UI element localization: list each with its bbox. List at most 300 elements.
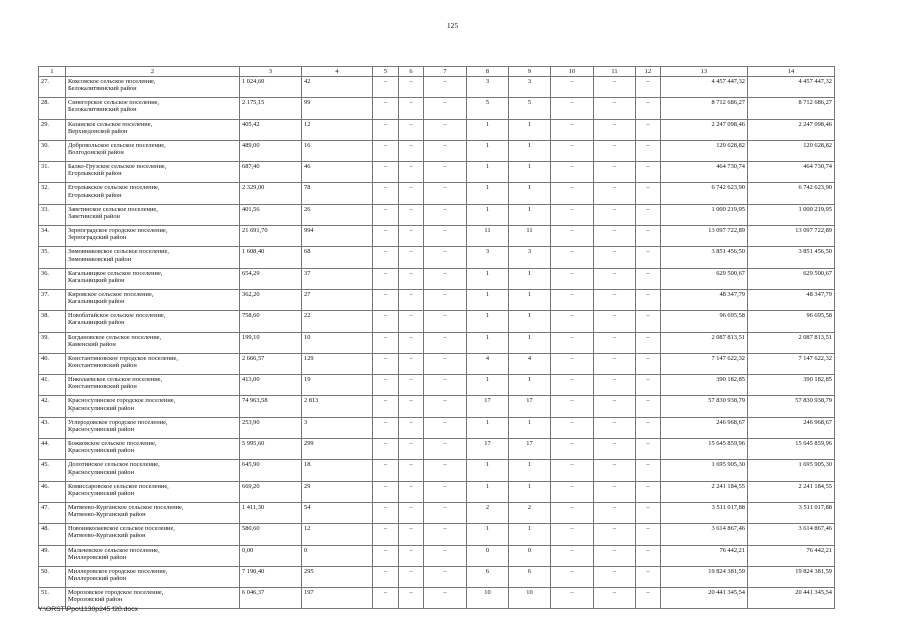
- value-cell: 1: [509, 375, 551, 396]
- cost-value: 390 182,85: [748, 375, 835, 396]
- value-cell: –: [636, 140, 661, 161]
- value-cell: –: [551, 460, 594, 481]
- settlement-line: Мальчевское сельское поселение,: [68, 546, 160, 554]
- value-cell: –: [424, 268, 467, 289]
- table-row: [39, 226, 835, 247]
- value-cell: 1: [509, 460, 551, 481]
- area-value: 687,40: [240, 162, 302, 183]
- value-cell: –: [373, 375, 399, 396]
- cost-value: 629 500,67: [748, 268, 835, 289]
- settlement-name: [66, 247, 240, 268]
- value-cell: 1: [509, 268, 551, 289]
- residents-value: 12: [302, 524, 373, 545]
- settlement-name: [66, 226, 240, 247]
- table-row: [39, 588, 835, 609]
- register-table: [38, 66, 835, 609]
- value-cell: 1: [509, 204, 551, 225]
- value-cell: –: [636, 524, 661, 545]
- column-header: 8: [467, 67, 509, 77]
- value-cell: –: [594, 204, 636, 225]
- settlement-name: [66, 289, 240, 310]
- value-cell: 1: [467, 183, 509, 204]
- value-cell: –: [424, 98, 467, 119]
- table-row: [39, 247, 835, 268]
- residents-value: 29: [302, 481, 373, 502]
- cost-value: 20 441 345,54: [661, 588, 748, 609]
- value-cell: 17: [509, 396, 551, 417]
- value-cell: –: [424, 545, 467, 566]
- district-line: Егорлыкский район: [68, 170, 122, 178]
- value-cell: –: [636, 396, 661, 417]
- settlement-line: Богдановское сельское поселение,: [68, 333, 162, 341]
- value-cell: –: [594, 77, 636, 98]
- value-cell: –: [373, 460, 399, 481]
- settlement-name: [66, 566, 240, 587]
- settlement-line: Кагальницкое сельское поселение,: [68, 269, 163, 277]
- cost-value: 57 830 938,79: [748, 396, 835, 417]
- cost-value: 6 742 623,90: [748, 183, 835, 204]
- value-cell: –: [594, 588, 636, 609]
- value-cell: –: [551, 353, 594, 374]
- value-cell: –: [424, 183, 467, 204]
- settlement-line: Зерноградское городское поселение,: [68, 227, 168, 235]
- value-cell: –: [373, 481, 399, 502]
- cost-value: 2 247 098,46: [748, 119, 835, 140]
- value-cell: –: [551, 119, 594, 140]
- district-line: Верхнедонской район: [68, 127, 128, 135]
- settlement-line: Долотинское сельское поселение,: [68, 461, 160, 469]
- value-cell: 17: [467, 439, 509, 460]
- cost-value: 464 730,74: [661, 162, 748, 183]
- value-cell: 2: [509, 502, 551, 523]
- area-value: 21 691,70: [240, 226, 302, 247]
- value-cell: 1: [509, 332, 551, 353]
- value-cell: –: [636, 119, 661, 140]
- area-value: 7 190,40: [240, 566, 302, 587]
- value-cell: –: [551, 588, 594, 609]
- value-cell: 1: [467, 268, 509, 289]
- table-row: [39, 183, 835, 204]
- area-value: 2 666,57: [240, 353, 302, 374]
- district-line: Красносулинский район: [68, 489, 135, 497]
- settlement-line: Добровольское сельское поселение,: [68, 141, 166, 149]
- value-cell: –: [373, 502, 399, 523]
- value-cell: 6: [467, 566, 509, 587]
- cost-value: 2 087 813,51: [661, 332, 748, 353]
- settlement-line: Заветинское сельское поселение,: [68, 205, 158, 213]
- cost-value: 629 500,67: [661, 268, 748, 289]
- value-cell: –: [373, 311, 399, 332]
- value-cell: –: [636, 268, 661, 289]
- value-cell: –: [399, 183, 424, 204]
- column-header: 9: [509, 67, 551, 77]
- value-cell: –: [636, 183, 661, 204]
- value-cell: –: [636, 481, 661, 502]
- residents-value: 295: [302, 566, 373, 587]
- settlement-line: Новобатайское сельское поселение,: [68, 312, 166, 320]
- district-line: Кагальницкий район: [68, 298, 125, 306]
- value-cell: –: [399, 545, 424, 566]
- area-value: 413,00: [240, 375, 302, 396]
- value-cell: –: [636, 247, 661, 268]
- value-cell: –: [399, 119, 424, 140]
- value-cell: –: [594, 268, 636, 289]
- value-cell: –: [399, 396, 424, 417]
- cost-value: 13 097 722,89: [661, 226, 748, 247]
- cost-value: 7 147 622,32: [748, 353, 835, 374]
- cost-value: 4 457 447,32: [748, 77, 835, 98]
- value-cell: –: [551, 396, 594, 417]
- value-cell: 1: [509, 311, 551, 332]
- row-number: 43.: [39, 417, 66, 438]
- value-cell: 0: [509, 545, 551, 566]
- value-cell: 1: [467, 204, 509, 225]
- value-cell: –: [636, 375, 661, 396]
- table-row: [39, 268, 835, 289]
- table-row: [39, 439, 835, 460]
- value-cell: –: [399, 204, 424, 225]
- value-cell: 5: [509, 98, 551, 119]
- area-value: 489,00: [240, 140, 302, 161]
- cost-value: 246 968,67: [748, 417, 835, 438]
- value-cell: –: [424, 247, 467, 268]
- row-number: 30.: [39, 140, 66, 161]
- row-number: 32.: [39, 183, 66, 204]
- area-value: 2 175,15: [240, 98, 302, 119]
- value-cell: 17: [509, 439, 551, 460]
- settlement-name: [66, 439, 240, 460]
- settlement-name: [66, 545, 240, 566]
- settlement-name: [66, 502, 240, 523]
- value-cell: –: [373, 396, 399, 417]
- area-value: 580,60: [240, 524, 302, 545]
- district-line: Морозовский район: [68, 596, 123, 604]
- district-line: Белокалитвинский район: [68, 106, 137, 114]
- value-cell: –: [594, 119, 636, 140]
- cost-value: 1 000 219,95: [748, 204, 835, 225]
- settlement-name: [66, 460, 240, 481]
- value-cell: –: [594, 183, 636, 204]
- value-cell: –: [373, 417, 399, 438]
- residents-value: 22: [302, 311, 373, 332]
- cost-value: 76 442,21: [748, 545, 835, 566]
- value-cell: 1: [467, 375, 509, 396]
- row-number: 29.: [39, 119, 66, 140]
- residents-value: 26: [302, 204, 373, 225]
- residents-value: 18: [302, 460, 373, 481]
- value-cell: –: [551, 268, 594, 289]
- value-cell: –: [636, 311, 661, 332]
- residents-value: 68: [302, 247, 373, 268]
- value-cell: –: [594, 524, 636, 545]
- settlement-name: [66, 140, 240, 161]
- area-value: 1 024,60: [240, 77, 302, 98]
- residents-value: 19: [302, 375, 373, 396]
- value-cell: –: [551, 332, 594, 353]
- value-cell: 3: [509, 247, 551, 268]
- residents-value: 299: [302, 439, 373, 460]
- value-cell: –: [399, 77, 424, 98]
- value-cell: 4: [467, 353, 509, 374]
- value-cell: –: [551, 77, 594, 98]
- value-cell: 1: [467, 524, 509, 545]
- table-row: [39, 417, 835, 438]
- settlement-name: [66, 524, 240, 545]
- cost-value: 4 457 447,32: [661, 77, 748, 98]
- cost-value: 2 241 184,55: [661, 481, 748, 502]
- column-header: 4: [302, 67, 373, 77]
- district-line: Белокалитвинский район: [68, 85, 137, 93]
- value-cell: –: [373, 332, 399, 353]
- row-number: 42.: [39, 396, 66, 417]
- residents-value: 994: [302, 226, 373, 247]
- settlement-line: Миллеровское городское поселение,: [68, 567, 168, 575]
- value-cell: –: [636, 332, 661, 353]
- cost-value: 15 645 859,96: [748, 439, 835, 460]
- value-cell: –: [551, 502, 594, 523]
- cost-value: 2 247 098,46: [661, 119, 748, 140]
- value-cell: –: [636, 353, 661, 374]
- settlement-name: [66, 481, 240, 502]
- settlement-line: Синегорское сельское поселение,: [68, 99, 160, 107]
- value-cell: –: [373, 566, 399, 587]
- row-number: 37.: [39, 289, 66, 310]
- page-number: 125: [446, 21, 459, 30]
- settlement-line: Егорлыкское сельское поселение,: [68, 184, 160, 192]
- residents-value: 99: [302, 98, 373, 119]
- value-cell: –: [424, 226, 467, 247]
- value-cell: –: [594, 140, 636, 161]
- value-cell: –: [399, 566, 424, 587]
- row-number: 50.: [39, 566, 66, 587]
- table-row: [39, 375, 835, 396]
- area-value: 0,00: [240, 545, 302, 566]
- area-value: 199,10: [240, 332, 302, 353]
- row-number: 36.: [39, 268, 66, 289]
- value-cell: 1: [509, 183, 551, 204]
- row-number: 46.: [39, 481, 66, 502]
- row-number: 51.: [39, 588, 66, 609]
- cost-value: 8 712 686,27: [661, 98, 748, 119]
- value-cell: –: [399, 311, 424, 332]
- value-cell: –: [636, 417, 661, 438]
- value-cell: 3: [467, 77, 509, 98]
- value-cell: –: [594, 289, 636, 310]
- cost-value: 20 441 345,54: [748, 588, 835, 609]
- residents-value: 0: [302, 545, 373, 566]
- column-header: 3: [240, 67, 302, 77]
- residents-value: 10: [302, 332, 373, 353]
- row-number: 48.: [39, 524, 66, 545]
- area-value: 74 963,58: [240, 396, 302, 417]
- column-header: 5: [373, 67, 399, 77]
- cost-value: 1 695 905,30: [748, 460, 835, 481]
- table-row: [39, 332, 835, 353]
- cost-value: 120 628,82: [748, 140, 835, 161]
- value-cell: 1: [509, 289, 551, 310]
- column-header: 6: [399, 67, 424, 77]
- value-cell: –: [636, 226, 661, 247]
- row-number: 34.: [39, 226, 66, 247]
- row-number: 38.: [39, 311, 66, 332]
- residents-value: 37: [302, 268, 373, 289]
- column-header: 10: [551, 67, 594, 77]
- cost-value: 2 241 184,55: [748, 481, 835, 502]
- value-cell: –: [424, 119, 467, 140]
- district-line: Красносулинский район: [68, 447, 135, 455]
- cost-value: 48 347,79: [661, 289, 748, 310]
- row-number: 49.: [39, 545, 66, 566]
- column-header: 13: [661, 67, 748, 77]
- row-number: 44.: [39, 439, 66, 460]
- residents-value: 46: [302, 162, 373, 183]
- value-cell: –: [373, 247, 399, 268]
- value-cell: –: [636, 588, 661, 609]
- value-cell: –: [551, 289, 594, 310]
- value-cell: –: [424, 396, 467, 417]
- settlement-line: Коксовское сельское поселение,: [68, 78, 156, 85]
- settlement-line: Николаевское сельское поселение,: [68, 376, 163, 384]
- settlement-name: [66, 375, 240, 396]
- settlement-name: [66, 417, 240, 438]
- area-value: 1 608,40: [240, 247, 302, 268]
- row-number: 33.: [39, 204, 66, 225]
- settlement-name: [66, 162, 240, 183]
- residents-value: 54: [302, 502, 373, 523]
- value-cell: 1: [509, 524, 551, 545]
- value-cell: –: [551, 566, 594, 587]
- value-cell: –: [399, 353, 424, 374]
- area-value: 405,42: [240, 119, 302, 140]
- cost-value: 96 695,58: [661, 311, 748, 332]
- area-value: 253,90: [240, 417, 302, 438]
- column-header: 12: [636, 67, 661, 77]
- table-row: [39, 162, 835, 183]
- value-cell: –: [399, 98, 424, 119]
- settlement-line: Балко-Грузское сельское поселение,: [68, 163, 167, 171]
- settlement-line: Константиновское городское поселение,: [68, 354, 178, 362]
- value-cell: –: [424, 353, 467, 374]
- value-cell: –: [594, 460, 636, 481]
- value-cell: –: [424, 162, 467, 183]
- column-header: 1: [39, 67, 66, 77]
- value-cell: –: [594, 332, 636, 353]
- value-cell: –: [424, 460, 467, 481]
- file-path-footer: Y:\ORST\Ppo\1130p245 f20.docx: [38, 606, 139, 613]
- table-row: [39, 140, 835, 161]
- value-cell: –: [594, 566, 636, 587]
- value-cell: –: [424, 588, 467, 609]
- value-cell: –: [399, 502, 424, 523]
- value-cell: –: [373, 289, 399, 310]
- district-line: Кагальницкий район: [68, 276, 125, 284]
- settlement-name: [66, 98, 240, 119]
- district-line: Каменский район: [68, 340, 116, 348]
- residents-value: 3: [302, 417, 373, 438]
- value-cell: –: [373, 226, 399, 247]
- value-cell: 1: [509, 162, 551, 183]
- value-cell: –: [399, 226, 424, 247]
- value-cell: 1: [467, 311, 509, 332]
- value-cell: –: [636, 98, 661, 119]
- cost-value: 7 147 622,32: [661, 353, 748, 374]
- area-value: 6 046,37: [240, 588, 302, 609]
- value-cell: –: [551, 417, 594, 438]
- value-cell: –: [636, 77, 661, 98]
- cost-value: 8 712 686,27: [748, 98, 835, 119]
- value-cell: 1: [509, 481, 551, 502]
- row-number: 27.: [39, 77, 66, 98]
- value-cell: 0: [467, 545, 509, 566]
- residents-value: 42: [302, 77, 373, 98]
- value-cell: –: [399, 439, 424, 460]
- column-header: 11: [594, 67, 636, 77]
- district-line: Зерноградский район: [68, 234, 127, 242]
- cost-value: 2 087 813,51: [748, 332, 835, 353]
- cost-value: 1 000 219,95: [661, 204, 748, 225]
- value-cell: –: [636, 439, 661, 460]
- settlement-line: Углеродовское городское поселение,: [68, 418, 168, 426]
- settlement-line: Зимовниковское сельское поселение,: [68, 248, 170, 256]
- settlement-line: Божковское сельское поселение,: [68, 440, 157, 448]
- district-line: Егорлыкский район: [68, 191, 122, 199]
- table-row: [39, 289, 835, 310]
- district-line: Заветинский район: [68, 212, 120, 220]
- district-line: Константиновский район: [68, 383, 137, 391]
- value-cell: –: [399, 481, 424, 502]
- residents-value: 12: [302, 119, 373, 140]
- value-cell: 3: [467, 247, 509, 268]
- cost-value: 76 442,21: [661, 545, 748, 566]
- settlement-name: [66, 204, 240, 225]
- district-line: Матвеево-Курганский район: [68, 532, 146, 540]
- value-cell: –: [636, 460, 661, 481]
- value-cell: –: [551, 524, 594, 545]
- value-cell: –: [636, 566, 661, 587]
- row-number: 45.: [39, 460, 66, 481]
- value-cell: –: [399, 332, 424, 353]
- value-cell: –: [594, 226, 636, 247]
- column-header: 14: [748, 67, 835, 77]
- value-cell: –: [373, 119, 399, 140]
- value-cell: –: [373, 140, 399, 161]
- district-line: Красносулинский район: [68, 425, 135, 433]
- value-cell: –: [594, 502, 636, 523]
- value-cell: 1: [467, 162, 509, 183]
- row-number: 40.: [39, 353, 66, 374]
- value-cell: –: [399, 268, 424, 289]
- column-number-row: [39, 67, 835, 77]
- table-row: [39, 353, 835, 374]
- row-number: 39.: [39, 332, 66, 353]
- value-cell: 17: [467, 396, 509, 417]
- district-line: Миллеровский район: [68, 575, 127, 582]
- value-cell: –: [373, 183, 399, 204]
- cost-value: 3 851 456,50: [748, 247, 835, 268]
- value-cell: –: [373, 204, 399, 225]
- value-cell: –: [594, 353, 636, 374]
- settlement-line: Морозовское городское поселение,: [68, 589, 164, 597]
- value-cell: –: [551, 98, 594, 119]
- settlement-name: [66, 119, 240, 140]
- value-cell: –: [551, 439, 594, 460]
- district-line: Волгодонской район: [68, 149, 124, 157]
- value-cell: –: [551, 162, 594, 183]
- value-cell: 10: [467, 588, 509, 609]
- area-value: 5 995,60: [240, 439, 302, 460]
- value-cell: –: [424, 332, 467, 353]
- value-cell: –: [594, 545, 636, 566]
